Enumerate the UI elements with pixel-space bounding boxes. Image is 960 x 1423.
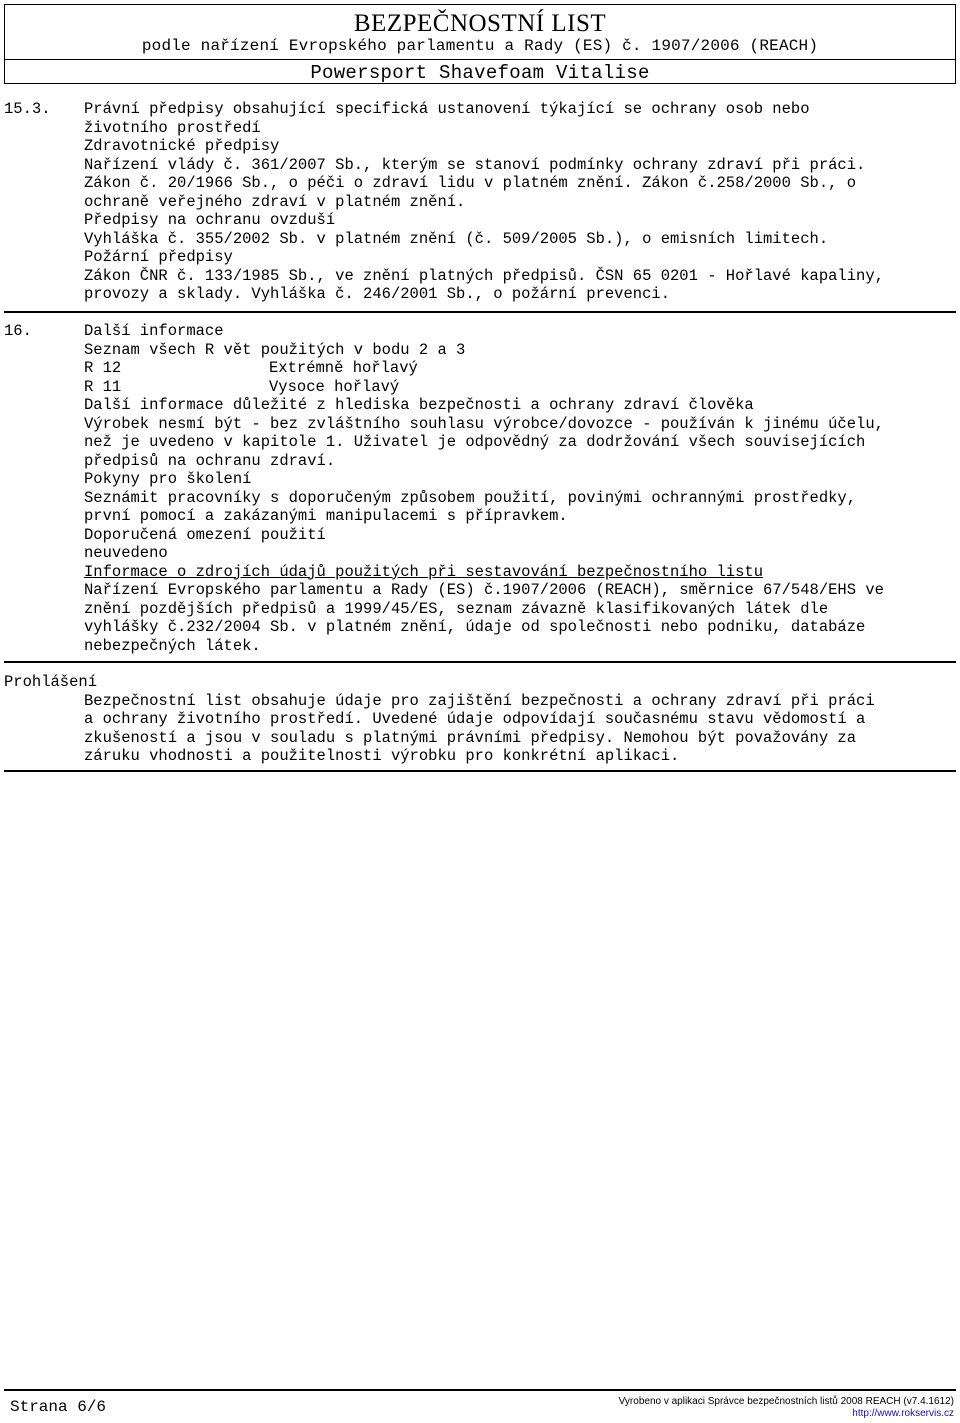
text-line: předpisů na ochranu zdraví. — [84, 451, 336, 470]
section-number: 15.3. — [4, 100, 51, 118]
section-heading: Právní předpisy obsahující specifická ustanovení týkající se ochrany osob nebo — [84, 100, 810, 118]
product-name: Powersport Shavefoam Vitalise — [310, 62, 650, 84]
declaration-body — [84, 692, 875, 766]
text-line: Nařízení vlády č. 361/2007 Sb., kterým se stanoví podmínky ochrany zdraví při práci. — [84, 155, 866, 174]
section-16-body — [84, 322, 884, 655]
section-title: Další informace — [84, 322, 224, 340]
footer-divider — [4, 1389, 956, 1391]
text-line: první pomocí a zakázanými manipulacemi s přípravkem. — [84, 507, 568, 525]
text-line: zkušeností a jsou v souladu s platnými právními předpisy. Nemohou být považovány za — [84, 728, 857, 747]
footer-credits — [619, 1396, 954, 1420]
subheading-health: Zdravotnické předpisy — [84, 137, 280, 155]
safety-heading: Další informace důležité z hlediska bezpečnosti a ochrany zdraví člověka — [84, 396, 754, 414]
subheading-air: Předpisy na ochranu ovzduší — [84, 211, 336, 229]
header-title-row — [5, 5, 955, 60]
r-phrase-code: R 11 — [84, 377, 122, 396]
text-line: a ochrany životního prostředí. Uvedené údaje odpovídají současnému stavu vědomostí a — [84, 710, 866, 728]
text-line: Výrobek nesmí být - bez zvláštního souhlasu výrobce/dovozce - používán k jinému účelu, — [84, 414, 884, 433]
document-subtitle: podle nařízení Evropského parlamentu a Rady (ES) č. 1907/2006 (REACH) — [141, 37, 819, 55]
r-phrase-code: R 12 — [84, 359, 122, 377]
generator-text: Vyrobeno v aplikaci Správce bezpečnostních listů 2008 REACH (v7.4.1612) — [618, 1396, 954, 1407]
text-line: Nařízení Evropského parlamentu a Rady (ES) č.1907/2006 (REACH), směrnice 67/548/EHS ve — [84, 581, 884, 599]
section-number: 16. — [4, 322, 32, 340]
text-line: ochraně veřejného zdraví v platném znění. — [84, 192, 466, 211]
section-divider — [4, 661, 956, 663]
text-line: znění pozdějších předpisů a 1999/45/ES, seznam závazně klasifikovaných látek dle — [84, 599, 829, 618]
r-phrase-row — [84, 359, 884, 378]
section-divider — [4, 311, 956, 313]
text-line: záruku vhodnosti a použitelnosti výrobku pro konkrétní aplikaci. — [84, 747, 680, 765]
section-heading-cont: životního prostředí — [84, 118, 261, 137]
text-line: Seznámit pracovníky s doporučeným způsobem použití, povinými ochrannými prostředky, — [84, 488, 857, 507]
text-line: provozy a sklady. Vyhláška č. 246/2001 Sb., o požární prevenci. — [84, 285, 670, 303]
document-title: BEZPEČNOSTNÍ LIST — [353, 10, 607, 37]
text-line: Zákon ČNR č. 133/1985 Sb., ve znění platných předpisů. ČSN 65 0201 - Hořlavé kapaliny, — [84, 266, 884, 285]
r-phrase-row — [84, 378, 884, 397]
r-list-heading: Seznam všech R vět použitých v bodu 2 a 3 — [84, 340, 466, 359]
r-phrase-text: Extrémně hořlavý — [269, 359, 418, 377]
text-line: Vyhláška č. 355/2002 Sb. v platném znění (č. 509/2005 Sb.), o emisních limitech. — [84, 229, 829, 248]
text-line: vyhlášky č.232/2004 Sb. v platném znění, údaje od společnosti nebo podniku, databáze — [84, 618, 866, 636]
section-15-3-body — [84, 100, 884, 304]
restrictions-heading: Doporučená omezení použití — [84, 525, 326, 544]
declaration-label: Prohlášení — [4, 673, 98, 691]
subheading-fire: Požární předpisy — [84, 248, 233, 266]
text-line: než je uvedeno v kapitole 1. Uživatel je odpovědný za dodržování všech souvisejících — [84, 433, 866, 451]
training-heading: Pokyny pro školení — [84, 470, 252, 488]
section-divider — [4, 770, 956, 772]
restrictions-text: neuvedeno — [84, 544, 168, 562]
page-number: Strana 6/6 — [10, 1398, 107, 1416]
text-line: Bezpečnostní list obsahuje údaje pro zajištění bezpečnosti a ochrany zdraví při práci — [84, 691, 875, 710]
text-line: nebezpečných látek. — [84, 636, 261, 655]
r-phrase-text: Vysoce hořlavý — [269, 377, 400, 396]
sources-heading: Informace o zdrojích údajů použitých při sestavování bezpečnostního listu — [84, 562, 764, 581]
footer-link[interactable]: http://www.rokservis.cz — [852, 1408, 954, 1419]
document-header — [4, 4, 956, 84]
text-line: Zákon č. 20/1966 Sb., o péči o zdraví lidu v platném znění. Zákon č.258/2000 Sb., o — [84, 174, 857, 192]
